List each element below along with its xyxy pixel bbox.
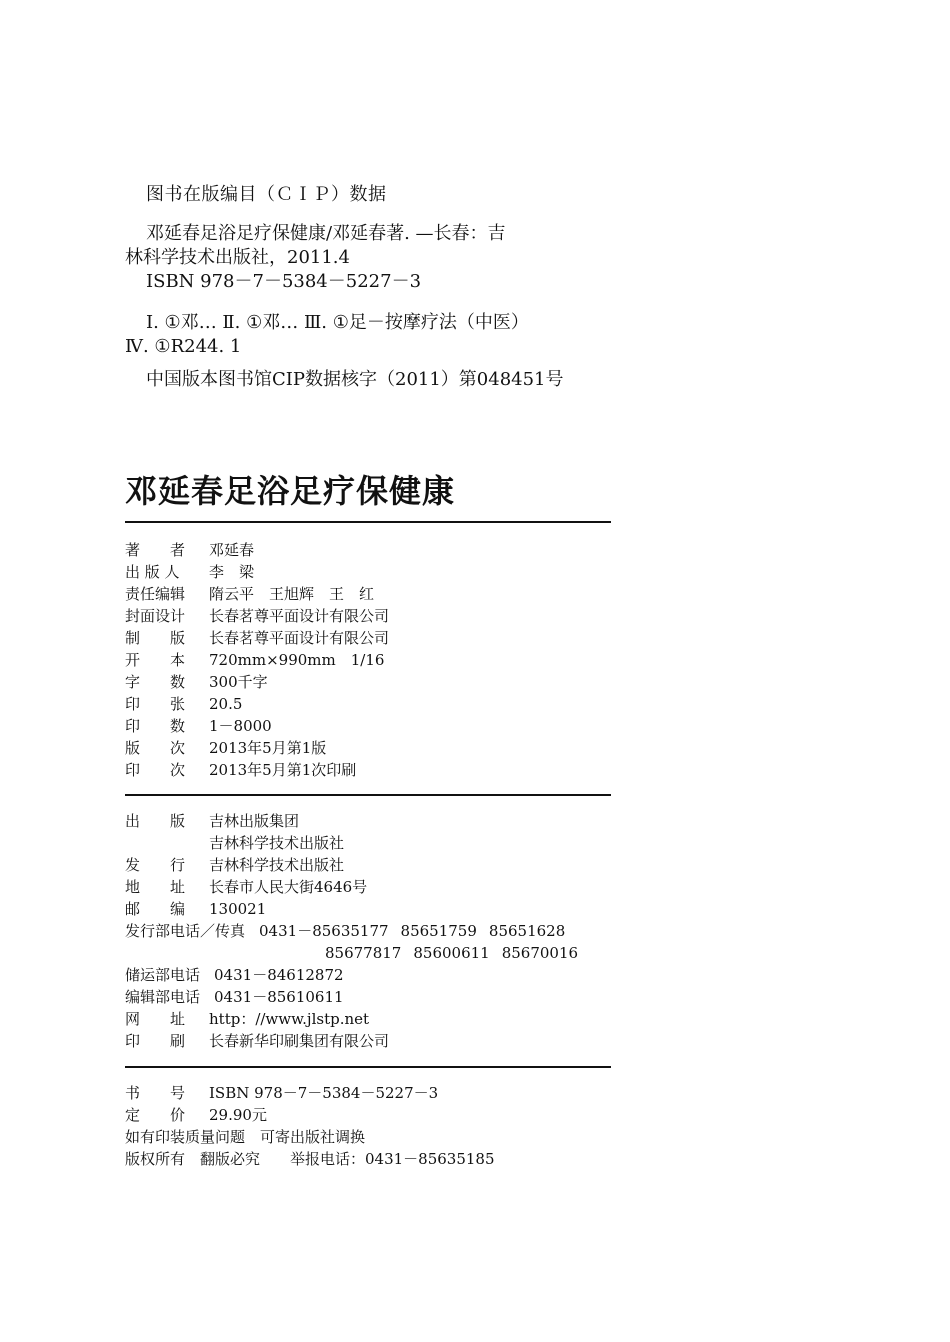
credit-value: 李 梁	[209, 563, 255, 581]
credits-list	[125, 539, 389, 781]
address-label: 地 址	[125, 878, 186, 896]
credit-row	[125, 583, 389, 605]
cip-verify-number: 中国版本图书馆CIP数据核字（2011）第048451号	[146, 369, 564, 390]
credit-label: 印 次	[125, 761, 186, 779]
credit-row	[125, 693, 389, 715]
website-url: http：//www.jlstp.net	[209, 1010, 370, 1028]
address-row	[125, 876, 590, 898]
postcode-row	[125, 898, 590, 920]
cip-class-line: Ⅳ. ①R244. 1	[125, 336, 242, 357]
isbn-label: 书 号	[125, 1084, 186, 1102]
credit-value: 邓延春	[209, 541, 255, 559]
publisher-label: 出 版	[125, 812, 186, 830]
sales-phone-row	[125, 920, 590, 942]
sales-phone-label: 发行部电话／传真	[125, 922, 246, 940]
sales-phone-row-2	[125, 942, 590, 964]
storage-phone-row	[125, 964, 590, 986]
credit-row	[125, 561, 389, 583]
credit-value: 2013年5月第1次印刷	[209, 761, 357, 779]
footer-info	[125, 1082, 495, 1170]
cip-classification	[125, 311, 529, 359]
isbn-row	[125, 1082, 495, 1104]
cip-class-line: Ⅰ. ①邓… Ⅱ. ①邓… Ⅲ. ①足－按摩疗法（中医）	[146, 312, 529, 333]
editorial-phone-label: 编辑部电话	[125, 988, 201, 1006]
printer-row	[125, 1030, 590, 1052]
isbn-value: ISBN 978－7－5384－5227－3	[209, 1084, 439, 1102]
divider	[125, 794, 611, 796]
phone-number: 0431－85635177	[259, 922, 389, 940]
cip-line: 林科学技术出版社，2011.4	[125, 247, 350, 268]
credit-label: 封面设计	[125, 607, 186, 625]
distributor-row	[125, 854, 590, 876]
phone-number: 85677817	[325, 944, 402, 962]
credit-value: 300千字	[209, 673, 268, 691]
phone-number: 85651759	[400, 922, 477, 940]
address-value: 长春市人民大街4646号	[209, 878, 368, 896]
credit-value: 1－8000	[209, 717, 272, 735]
credit-label: 字 数	[125, 673, 186, 691]
credit-label: 著 者	[125, 541, 186, 559]
cip-line: 邓延春足浴足疗保健康/邓延春著. —长春：吉	[146, 223, 506, 244]
rights-line: 版权所有 翻版必究 举报电话：0431－85635185	[125, 1150, 495, 1168]
credit-label: 责任编辑	[125, 585, 186, 603]
credit-row	[125, 715, 389, 737]
divider	[125, 1066, 611, 1068]
credit-label: 版 次	[125, 739, 186, 757]
credit-value: 2013年5月第1版	[209, 739, 327, 757]
price-value: 29.90元	[209, 1106, 267, 1124]
credit-label: 印 张	[125, 695, 186, 713]
postcode-label: 邮 编	[125, 900, 186, 918]
notice-line: 如有印装质量问题 可寄出版社调换	[125, 1128, 366, 1146]
publisher-name: 吉林科学技术出版社	[209, 834, 345, 852]
credit-row	[125, 627, 389, 649]
credit-row	[125, 671, 389, 693]
storage-phone: 0431－84612872	[214, 966, 344, 984]
credit-value: 720mm×990mm 1/16	[209, 651, 385, 669]
phone-number: 85600611	[413, 944, 490, 962]
credit-label: 开 本	[125, 651, 186, 669]
storage-phone-label: 储运部电话	[125, 966, 201, 984]
postcode-value: 130021	[209, 900, 267, 918]
editorial-phone-row	[125, 986, 590, 1008]
divider	[125, 521, 611, 523]
credit-row	[125, 539, 389, 561]
price-label: 定 价	[125, 1106, 186, 1124]
credit-row	[125, 737, 389, 759]
distributor-label: 发 行	[125, 856, 186, 874]
printer-label: 印 刷	[125, 1032, 186, 1050]
credit-label: 印 数	[125, 717, 186, 735]
credit-label: 出 版 人	[125, 563, 180, 581]
publisher-row	[125, 832, 590, 854]
phone-number: 85670016	[501, 944, 579, 962]
credit-row	[125, 649, 389, 671]
website-label: 网 址	[125, 1010, 186, 1028]
credit-row	[125, 759, 389, 781]
publisher-row	[125, 810, 590, 832]
phone-number: 85651628	[488, 922, 566, 940]
book-title: 邓延春足浴足疗保健康	[125, 472, 456, 510]
credit-row	[125, 605, 389, 627]
credit-value: 长春茗尊平面设计有限公司	[209, 629, 390, 647]
cip-isbn: ISBN 978－7－5384－5227－3	[146, 271, 422, 292]
price-row	[125, 1104, 495, 1126]
publisher-group: 吉林出版集团	[209, 812, 300, 830]
credit-value: 长春茗尊平面设计有限公司	[209, 607, 390, 625]
distributor-name: 吉林科学技术出版社	[209, 856, 345, 874]
credit-value: 隋云平 王旭辉 王 红	[209, 585, 375, 603]
printer-name: 长春新华印刷集团有限公司	[209, 1032, 390, 1050]
publisher-info	[125, 810, 590, 1052]
cip-record	[125, 222, 506, 294]
credit-label: 制 版	[125, 629, 186, 647]
credit-value: 20.5	[209, 695, 243, 713]
cip-heading: 图书在版编目（ＣＩＰ）数据	[146, 184, 387, 205]
editorial-phone: 0431－85610611	[214, 988, 344, 1006]
website-row	[125, 1008, 590, 1030]
